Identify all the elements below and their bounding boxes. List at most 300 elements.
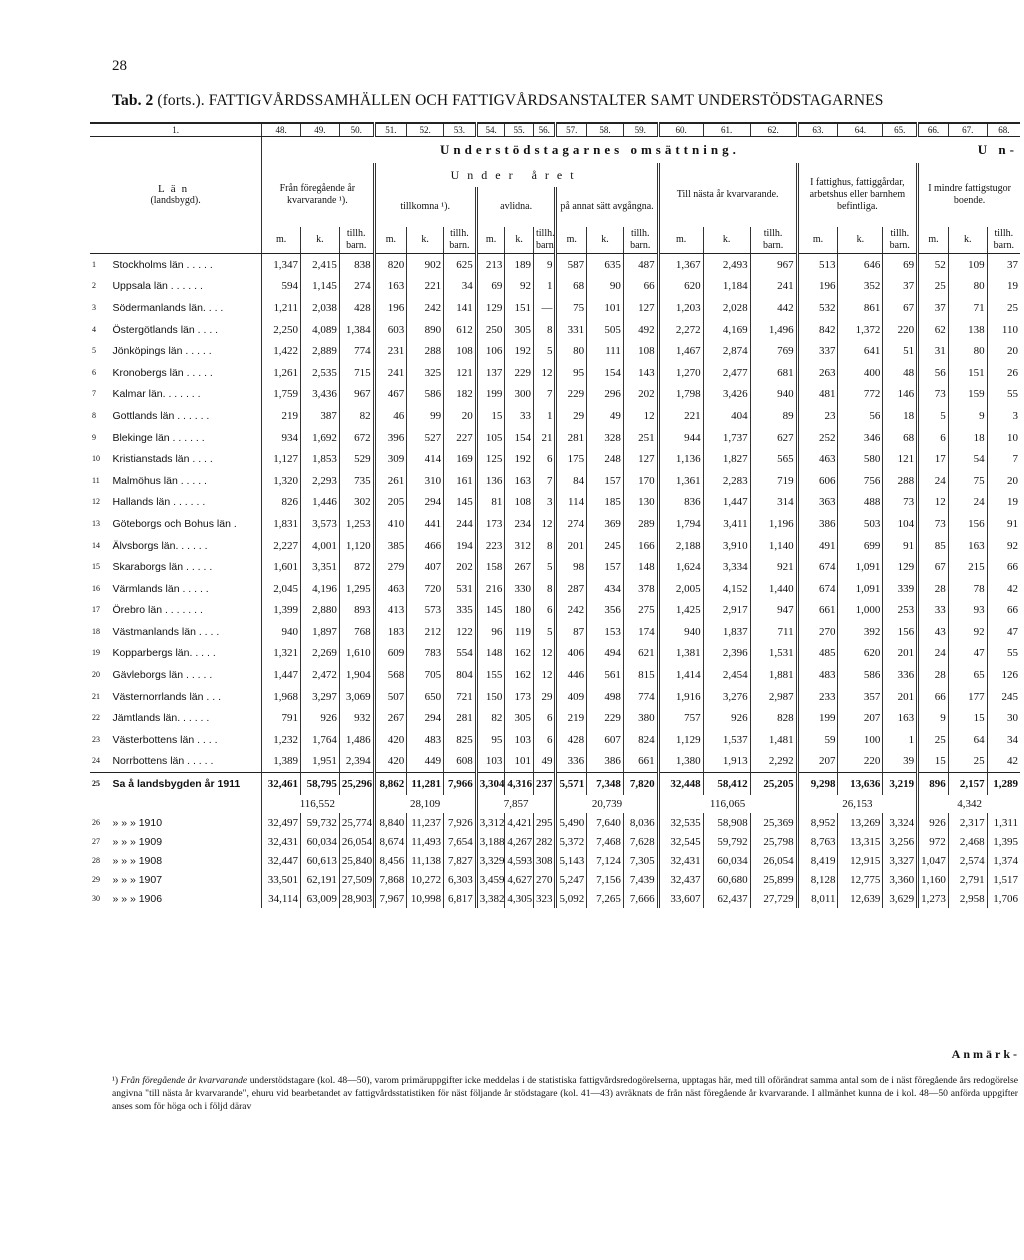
row-number: 7 [92,389,96,399]
table-cell: 2,269 [301,643,340,665]
table-cell: 7,305 [623,851,658,870]
row-label: Uppsala län . . . . . . [112,280,203,293]
table-cell: 207 [838,707,883,729]
table-cell: 2,477 [703,362,750,384]
table-cell: 6 [533,600,555,622]
super-header-right: U n- [977,142,1018,157]
table-cell: 146 [883,384,918,406]
table-cell: 1,361 [658,470,703,492]
table-cell: 192 [505,340,534,362]
table-cell: 1,425 [658,600,703,622]
table-cell: 488 [838,492,883,514]
table-cell: 241 [750,276,797,298]
table-cell: 80 [948,340,987,362]
table-row [90,297,1020,319]
table-cell: 159 [948,384,987,406]
sex-header-row [90,227,1020,254]
table-cell: 11,281 [407,773,444,796]
table-cell: 281 [556,427,587,449]
table-cell: 154 [587,362,624,384]
row-number: 5 [92,346,96,356]
row-number: 26 [92,817,100,827]
table-cell: 441 [407,513,444,535]
table-cell: 65 [948,664,987,686]
row-label: Västerbottens län . . . . [112,733,218,746]
table-cell: 1,798 [658,384,703,406]
table-cell: 92 [948,621,987,643]
page-number: 28 [112,58,127,74]
table-cell: 82 [476,707,505,729]
table-cell: 163 [948,535,987,557]
table-cell: 3,327 [883,851,918,870]
table-cell: 967 [339,384,374,406]
table-cell: 352 [838,276,883,298]
table-cell: 323 [533,889,555,908]
table-row [90,870,1020,889]
row-number: 11 [92,475,100,485]
table-cell: 420 [374,751,407,773]
table-cell: 612 [444,319,477,341]
title-number: 2 [145,92,154,109]
table-cell: 1,968 [262,686,301,708]
table-cell: 7 [533,470,555,492]
sex-header-tillh: tillh. barn. [623,227,658,254]
table-cell: 148 [476,643,505,665]
table-cell: 7 [533,384,555,406]
table-cell: 162 [505,664,534,686]
column-number: 63. [797,123,838,137]
table-row [90,556,1020,578]
table-cell: 2,157 [948,773,987,796]
table-cell: 108 [505,492,534,514]
row-number: 10 [92,454,100,464]
table-cell: 498 [587,686,624,708]
table-cell: 650 [407,686,444,708]
row-number: 30 [92,893,100,903]
table-cell: 220 [838,751,883,773]
table-cell: 24 [918,643,949,665]
table-cell: 3,382 [476,889,505,908]
table-cell: 1,047 [918,851,949,870]
table-cell: 392 [838,621,883,643]
table-cell: 274 [339,276,374,298]
table-cell: 8,862 [374,773,407,796]
table-cell: 92 [987,535,1020,557]
table-cell: 1,759 [262,384,301,406]
table-cell: 1,184 [703,276,750,298]
table-cell: 621 [623,643,658,665]
column-number: 66. [918,123,949,137]
table-cell: 1,203 [658,297,703,319]
table-cell: 99 [407,405,444,427]
table-cell: 25 [918,276,949,298]
row-number: 25 [90,773,110,796]
table-cell: 87 [556,621,587,643]
table-cell: 68 [883,427,918,449]
table-cell: 237 [533,773,555,796]
table-cell: 154 [505,427,534,449]
row-label: Hallands län . . . . . . [112,496,206,509]
table-cell: 80 [948,276,987,298]
table-cell: 56 [918,362,949,384]
row-number: 1 [92,259,96,269]
column-number: 58. [587,123,624,137]
table-cell: 7,967 [374,889,407,908]
table-cell: 1,827 [703,448,750,470]
row-number: 27 [92,836,100,846]
table-cell: 156 [883,621,918,643]
table-cell: 8,128 [797,870,838,889]
table-cell: 387 [301,405,340,427]
table-cell: 185 [587,492,624,514]
table-cell: 3,256 [883,832,918,851]
table-row [90,513,1020,535]
sex-header-m: m. [918,227,949,254]
table-cell: 926 [918,813,949,832]
table-cell: 263 [797,362,838,384]
table-cell: 1,916 [658,686,703,708]
table-cell: 68 [556,276,587,298]
table-cell: 1,232 [262,729,301,751]
table-cell: 661 [797,600,838,622]
table-cell: 1,447 [703,492,750,514]
table-cell: 1,399 [262,600,301,622]
table-cell: 4,152 [703,578,750,600]
table-cell: 756 [838,470,883,492]
table-cell: 378 [623,578,658,600]
table-cell: 674 [797,556,838,578]
table-cell: 58,412 [703,773,750,796]
row-label: Blekinge län . . . . . . [112,431,205,444]
table-cell: 1,897 [301,621,340,643]
table-cell: 1,422 [262,340,301,362]
table-cell: 1,395 [987,832,1020,851]
table-cell: 48 [883,362,918,384]
table-cell: 481 [797,384,838,406]
table-cell: 8,011 [797,889,838,908]
table-cell: 641 [838,340,883,362]
table-cell: 8,036 [623,813,658,832]
row-number: 6 [92,367,96,377]
table-cell: 6 [918,427,949,449]
table-row [90,643,1020,665]
table-cell: 310 [407,470,444,492]
table-cell: 29 [533,686,555,708]
table-cell: 15 [948,707,987,729]
table-cell: 274 [556,513,587,535]
table-cell: 37 [987,254,1020,276]
table-cell: 111 [587,340,624,362]
annat-satt-header: på annat sätt avgångna. [556,187,658,227]
table-cell: 1,196 [750,513,797,535]
table-cell: 81 [476,492,505,514]
table-cell: 1,000 [838,600,883,622]
row-number: 12 [92,497,100,507]
table-cell: 32,448 [658,773,703,796]
table-cell: 137 [476,362,505,384]
table-cell: 201 [883,643,918,665]
table-cell: 1,853 [301,448,340,470]
table-cell: 7,666 [623,889,658,908]
table-cell: 20 [444,405,477,427]
row-label: Södermanlands län. . . . [112,301,224,314]
table-cell: 31 [918,340,949,362]
table-cell: 136 [476,470,505,492]
table-cell: 1,384 [339,319,374,341]
table-cell: 95 [556,362,587,384]
table-row [90,470,1020,492]
table-cell: 386 [797,513,838,535]
table-cell: 646 [838,254,883,276]
row-number: 9 [92,432,96,442]
table-cell: 221 [407,276,444,298]
table-cell: 28 [918,578,949,600]
table-cell: 1,380 [658,751,703,773]
table-cell: 2,791 [948,870,987,889]
table-cell: 1,764 [301,729,340,751]
table-cell: 2,045 [262,578,301,600]
table-row [90,578,1020,600]
column-number: 54. [476,123,505,137]
table-cell: 772 [838,384,883,406]
table-cell: 60,613 [301,851,340,870]
table-cell: 1,831 [262,513,301,535]
grand-total-row [90,795,1020,813]
table-cell: 66 [987,556,1020,578]
table-cell: 893 [339,600,374,622]
sex-header-m: m. [262,227,301,254]
table-cell: 532 [797,297,838,319]
table-cell: 7,654 [444,832,477,851]
table-cell: 1,372 [838,319,883,341]
table-cell: 681 [750,362,797,384]
table-cell: 7,265 [587,889,624,908]
table-cell: 119 [505,621,534,643]
table-cell: 1,295 [339,578,374,600]
table-cell: 49 [587,405,624,427]
table-cell: 774 [623,686,658,708]
table-cell: 213 [476,254,505,276]
table-cell: 4,627 [505,870,534,889]
table-cell: 4,267 [505,832,534,851]
table-cell: 173 [476,513,505,535]
column-number: 55. [505,123,534,137]
table-cell: 413 [374,600,407,622]
table-cell: 89 [750,405,797,427]
table-cell: 940 [658,621,703,643]
table-cell: 145 [444,492,477,514]
table-cell: 32,461 [262,773,301,796]
table-cell: 101 [505,751,534,773]
table-cell: 34 [444,276,477,298]
table-cell: 5 [533,556,555,578]
row-number: 17 [92,605,100,615]
row-number: 23 [92,734,100,744]
table-cell: 157 [587,556,624,578]
table-cell: 12,639 [838,889,883,908]
table-cell: 109 [948,254,987,276]
table-cell: 42 [987,578,1020,600]
table-cell: 84 [556,470,587,492]
table-cell: 3,411 [703,513,750,535]
table-cell: 494 [587,643,624,665]
column-number: 48. [262,123,301,137]
table-cell: 300 [505,384,534,406]
table-cell: 414 [407,448,444,470]
table-cell: 33,501 [262,870,301,889]
row-label: Jönköpings län . . . . . [112,345,212,358]
table-row [90,340,1020,362]
table-cell: 180 [505,600,534,622]
table-cell: 7,156 [587,870,624,889]
table-cell: 921 [750,556,797,578]
table-cell: 705 [407,664,444,686]
table-cell: 242 [407,297,444,319]
table-cell: 42 [987,751,1020,773]
table-cell: 2,889 [301,340,340,362]
row-label: Värmlands län . . . . . [112,582,209,595]
table-cell: 620 [658,276,703,298]
table-cell: 861 [838,297,883,319]
table-cell: 282 [533,832,555,851]
table-cell: 20 [987,470,1020,492]
table-cell: 826 [262,492,301,514]
table-cell: 1,913 [703,751,750,773]
table-cell: 768 [339,621,374,643]
table-cell: 173 [505,686,534,708]
table-cell: 158 [476,556,505,578]
table-cell: 60,034 [301,832,340,851]
table-cell: 607 [587,729,624,751]
table-cell: 492 [623,319,658,341]
table-cell: 305 [505,319,534,341]
row-number: 22 [92,713,100,723]
table-cell: 6 [533,707,555,729]
table-cell: 7,628 [623,832,658,851]
column-number: 61. [703,123,750,137]
table-cell: 10,272 [407,870,444,889]
table-cell: 49 [533,751,555,773]
table-cell: 825 [444,729,477,751]
table-cell: 281 [444,707,477,729]
table-row [90,889,1020,908]
table-cell: 242 [556,600,587,622]
table-cell: 463 [374,578,407,600]
lan-sub-header: (landsbygd). [150,195,201,206]
table-cell: 406 [556,643,587,665]
anmarkning-label: Anmärk- [951,1047,1020,1061]
table-cell: 13,269 [838,813,883,832]
table-cell: 51 [883,340,918,362]
table-cell: 12,915 [838,851,883,870]
table-cell: 62,437 [703,889,750,908]
table-cell: 594 [262,276,301,298]
table-cell: 715 [339,362,374,384]
table-cell: 129 [883,556,918,578]
footnote [112,1074,1018,1113]
table-cell: 201 [556,535,587,557]
table-cell: 2,958 [948,889,987,908]
table-cell: 9 [918,707,949,729]
table-cell: 434 [587,578,624,600]
table-cell: 309 [374,448,407,470]
table-cell: 162 [505,643,534,665]
table-cell: 609 [374,643,407,665]
table-cell: 1,253 [339,513,374,535]
table-cell: 25 [918,729,949,751]
table-cell: 127 [623,297,658,319]
sex-header-m: m. [476,227,505,254]
table-cell: 8,952 [797,813,838,832]
table-cell: 5,490 [556,813,587,832]
row-label: Stockholms län . . . . . [112,258,213,271]
table-cell: 12 [918,492,949,514]
table-cell: 248 [587,448,624,470]
table-cell: 1,481 [750,729,797,751]
table-cell: 66 [987,600,1020,622]
table-cell: 267 [505,556,534,578]
table-cell: 1,531 [750,643,797,665]
table-cell: 8 [533,319,555,341]
table-cell: 442 [750,297,797,319]
table-cell: 207 [797,751,838,773]
table-cell: 3,629 [883,889,918,908]
row-label: » » » 1910 [112,816,163,829]
table-row [90,813,1020,832]
table-cell: 386 [587,751,624,773]
grand-total-cell: 20,739 [556,795,658,813]
table-cell: 25,899 [750,870,797,889]
table-cell: 466 [407,535,444,557]
table-cell: 1 [883,729,918,751]
table-cell: 1,129 [658,729,703,751]
table-cell: 1,289 [987,773,1020,796]
table-cell: 1,273 [918,889,949,908]
table-cell: 1 [533,405,555,427]
table-cell: 3,329 [476,851,505,870]
table-cell: 108 [444,340,477,362]
table-cell: 757 [658,707,703,729]
row-number: 8 [92,410,96,420]
row-number: 3 [92,302,96,312]
table-cell: 12 [533,643,555,665]
table-cell: 2,005 [658,578,703,600]
table-cell: 6 [533,729,555,751]
table-cell: 18 [883,405,918,427]
table-row [90,664,1020,686]
row-label: Skaraborgs län . . . . . [112,561,213,574]
table-cell: 485 [797,643,838,665]
table-cell: 625 [444,254,477,276]
table-cell: 791 [262,707,301,729]
table-cell: 28,903 [339,889,374,908]
table-row [90,621,1020,643]
table-cell: 1,706 [987,889,1020,908]
sex-header-k: k. [301,227,340,254]
row-label: Gävleborgs län . . . . . [112,669,213,682]
table-cell: 1,374 [987,851,1020,870]
table-cell: 586 [838,664,883,686]
table-cell: 63,009 [301,889,340,908]
title-prefix: Tab. [112,92,142,109]
table-cell: 586 [407,384,444,406]
table-cell: 2,293 [301,470,340,492]
table-cell: 75 [948,470,987,492]
row-number: 15 [92,562,100,572]
column-number: 65. [883,123,918,137]
row-number: 19 [92,648,100,658]
table-cell: 1,881 [750,664,797,686]
